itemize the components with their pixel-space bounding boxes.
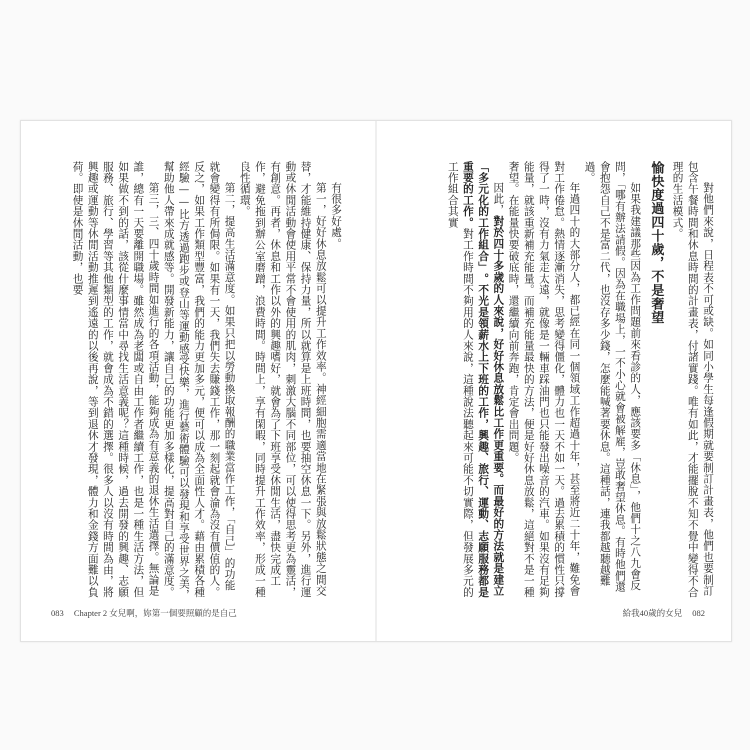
left-page-body xyxy=(43,161,343,601)
paragraph: 對他們來說，日程表不可或缺。如同小學生每逢假期就要制訂計畫表，他們也要制訂包含午餐時間和休息時間的計畫表，付諸實踐。唯有如此，才能擺脫不知不覺中變得不合理的生活模式。 xyxy=(671,161,714,598)
paragraph: 有很多好處。 xyxy=(330,182,342,250)
left-page xyxy=(21,121,375,641)
emphasis-text: 對於四十多歲的人來說，好好休息放鬆比工作更重要。而最好的方法就是建立「多元化的工作組合」。不光是領薪水上下班的工作，興趣、旅行、運動、志願服務都是重要的工作。 xyxy=(461,161,505,598)
chapter-title: 女兒啊，妳第一個要照顧的是自己 xyxy=(109,608,237,618)
book-title: 給我40歲的女兒 xyxy=(622,608,683,618)
paragraph: 第三，三、四十歲時間如進行的各項活動，能夠成為有意義的退休生活選擇。無論是誰，總有一天要離開職場。雖然成為老闆或自由工作者繼續工作，也是一種生活方法，但如果做不到的話，該從什麼事情當中尋找生活意義呢？這種時候，過去開發的興趣、志願服務、旅行、學習等其他類型的工作，就會成為不錯的選擇。很多人以沒有時間為由，將興趣或運動等休閒活動推遲到遙遠的以後再說，等到退休才發現，體力和金錢方面難以負荷。即使是休閒活動，也要 xyxy=(71,161,160,598)
book-spread xyxy=(20,120,732,642)
right-page xyxy=(377,121,731,641)
section-title: 愉快度過四十歲，不是奢望 xyxy=(648,161,664,325)
page-number: 082 xyxy=(692,608,705,618)
paragraph: 如果我建議那些因為工作問題前來看診的人，應該要多「休息」，他們十之八九會反問，「哪有辦法請假。因為在職場上，一不小心就會被解雇，豈敢奢望休息。有時他們還會抱怨自己不是富二代，也沒存多少錢，怎麼能喊著要休息。這種話，連我都越聽越難過。 xyxy=(583,161,642,593)
left-page-footer xyxy=(51,607,237,619)
paragraph-tail: 對工作時間不夠用的人來說，這種說法聽起來可能不切實際，但發展多元的工作組合其實 xyxy=(446,161,474,598)
chapter-label: Chapter 2 xyxy=(73,608,108,618)
right-page-body xyxy=(393,161,715,601)
paragraph: 第二，提高生活滿意度。如果只把以勞動換取報酬的職業當作工作，「自己」的功能就會變得有所侷限。如果有一天，我們失去賺錢工作，那一刻起就會淪為沒有價值的人。反之，如果工作類型豐富，我們的能力更加多元，便可以成為全面性人才。藉由累積各種經驗——比方透過跑步或登山等運動感受快樂，進行藝術體驗可以發現和享受世界之美，幫助他人帶來成就感等。開發新能力，讓自己的功能更加多樣化，提高對自己的滿意度。 xyxy=(162,161,236,601)
page-number: 083 xyxy=(51,608,64,618)
paragraph: 年過四十的大部分人，都已經在同一個領域工作超過十年，甚至將近二十年，難免會對工作倦怠。熱情逐漸消失，思考變得僵化，體力也一天不如一天。過去累積的慣性只撐得了一時，沒有力氣走太遠，就像是一輛車踩油門也只能發出噪音的汽車。如果沒有足夠能量，就該重新補充能量。而補充能量最快的方法，便是好好休息放鬆，這絕對不是一種奢望。在能量快要破底時，還繼續向前奔跑，肯定會出問題。 xyxy=(507,161,581,598)
paragraph: 第一，好好休息放鬆可以提升工作效率。神經細胞需適當地在緊張與放鬆狀態之間交替，才能維持健康、保持力量，所以就算是上班時間，也要抽空休息一下。另外，進行運動或休閒活動會使用平常不會使用的肌肉，刺激大腦不同部位，可以使得思考更為靈活，有創意。再者，休息和工作以外的興趣嗜好，就會為了下班享受休閒生活，盡快完成工作，避免拖到辦公室磨蹭，浪費時間。時間上，享有閑暇，同時提升工作效率，形成一種良性循環。 xyxy=(238,161,327,598)
paragraph-emphasis xyxy=(445,161,506,601)
paragraph-lead: 因此， xyxy=(492,182,505,216)
right-page-footer xyxy=(623,607,705,619)
